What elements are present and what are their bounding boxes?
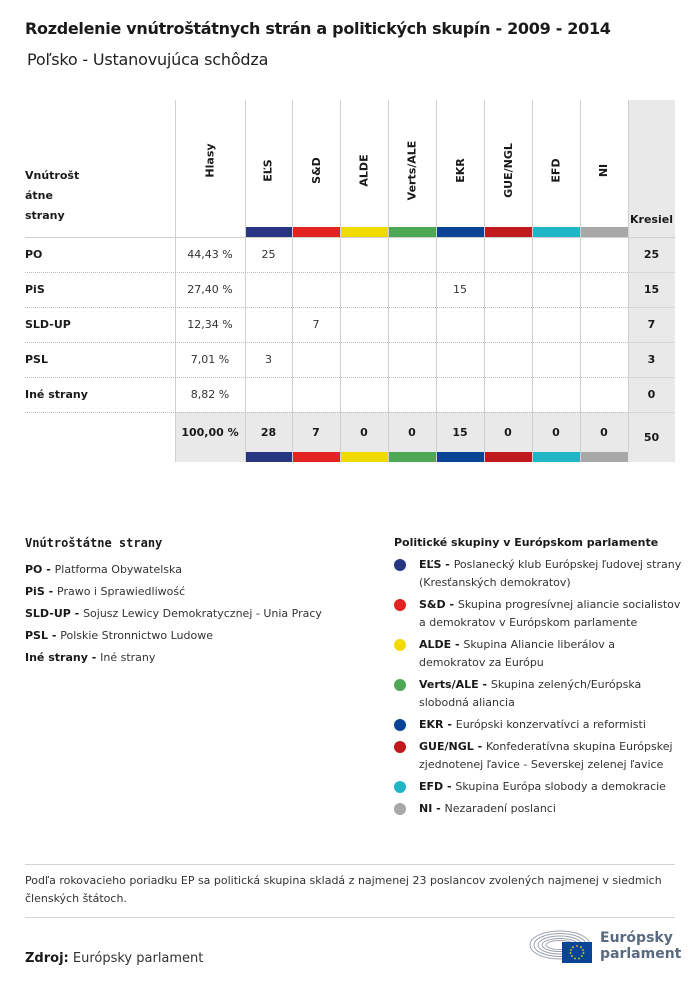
seat-cell xyxy=(484,342,532,377)
logo-text xyxy=(600,930,681,962)
legend-abbr: EFD xyxy=(419,780,444,793)
legend-item: S&D - Skupina progresívnej aliancie socialistov a demokratov v Európskom parlamente xyxy=(394,596,684,632)
party-name: SLD-UP xyxy=(25,318,71,331)
legend-name: Skupina zelených/Európska slobodná aliancia xyxy=(419,678,642,709)
color-bar-ekr xyxy=(437,452,484,462)
legend-item: ALDE - Skupina Aliancie liberálov a demokratov za Európu xyxy=(394,636,684,672)
legend-abbr: PiS xyxy=(25,585,45,598)
color-bar-epp xyxy=(246,452,292,462)
legend-abbr: GUE/NGL xyxy=(419,740,474,753)
seat-cell xyxy=(580,377,628,412)
header-line: strany xyxy=(25,209,65,222)
logo-line: Európsky xyxy=(600,930,673,946)
seat-cell xyxy=(292,272,340,307)
legend-item: PiS - Prawo i Sprawiedliwość xyxy=(25,585,186,598)
party-name: PO xyxy=(25,248,43,261)
table-row xyxy=(25,377,675,412)
seat-cell xyxy=(340,272,388,307)
legend-name: Poslanecký klub Európskej ľudovej strany (Kresťanských demokratov) xyxy=(419,558,682,589)
legend-abbr: S&D xyxy=(419,598,446,611)
seat-cell xyxy=(245,272,292,307)
group-header-alde xyxy=(340,120,388,220)
color-bar-sd xyxy=(293,227,340,237)
color-bar-gue xyxy=(485,227,532,237)
legend-abbr: Iné strany xyxy=(25,651,88,664)
total-cell: 0 xyxy=(360,425,368,439)
seat-cell xyxy=(388,272,436,307)
legend-name: Nezaradení poslanci xyxy=(444,802,556,815)
sd-color-dot-icon xyxy=(394,599,406,611)
seat-cell xyxy=(580,272,628,307)
footnote: Podľa rokovacieho poriadku EP sa politická skupina skladá z najmenej 23 poslancov zvolených najmenej v siedmich členských štátoch. xyxy=(25,874,662,905)
source-label: Zdroj: xyxy=(25,951,69,966)
table-row xyxy=(25,272,675,307)
seat-cell xyxy=(532,272,580,307)
ni-color-dot-icon xyxy=(394,803,406,815)
total-cell: 28 xyxy=(260,425,277,439)
gue-color-dot-icon xyxy=(394,741,406,753)
legend-name: Polskie Stronnictwo Ludowe xyxy=(60,629,213,642)
party-name: PSL xyxy=(25,353,48,366)
seat-cell: 7 xyxy=(312,318,320,331)
table-row xyxy=(25,237,675,272)
legend-name: Európski konzervatívci a reformisti xyxy=(455,718,646,731)
header-label: Verts/ALE xyxy=(405,140,419,200)
legend-name: Platforma Obywatelska xyxy=(54,563,182,576)
seat-cell xyxy=(245,377,292,412)
total-cell: 15 xyxy=(452,425,468,439)
party-name: Iné strany xyxy=(25,388,88,401)
header-label: ALDE xyxy=(357,153,371,187)
legend-item: Verts/ALE - Skupina zelených/Európska slobodná aliancia xyxy=(394,676,684,712)
legend-abbr: PSL xyxy=(25,629,48,642)
color-bar-verts xyxy=(389,452,436,462)
source-line xyxy=(25,951,203,966)
seat-cell xyxy=(245,307,292,342)
seats-total: 25 xyxy=(643,248,660,261)
table-row xyxy=(25,342,675,377)
legend-item: GUE/NGL - Konfederatívna skupina Európskej zjednotenej ľavice - Severskej zelenej ľavice xyxy=(394,738,684,774)
group-header-efd xyxy=(532,120,580,220)
seat-cell xyxy=(436,237,484,272)
seat-cell xyxy=(388,342,436,377)
color-bar-ni xyxy=(581,227,628,237)
legend-name: Sojusz Lewicy Demokratycznej - Unia Pracy xyxy=(83,607,322,620)
legend-name: Skupina Európa slobody a demokracie xyxy=(455,780,666,793)
parliament-hemicycle-icon xyxy=(528,928,598,966)
seat-cell xyxy=(484,307,532,342)
color-bar-efd xyxy=(533,227,580,237)
seat-cell xyxy=(340,377,388,412)
color-bar-sd xyxy=(293,452,340,462)
political-groups-legend xyxy=(394,536,684,822)
legend-abbr: Verts/ALE xyxy=(419,678,479,691)
seat-cell xyxy=(340,307,388,342)
party-name: PiS xyxy=(25,283,45,296)
seat-cell xyxy=(580,307,628,342)
header-label: EFD xyxy=(549,157,563,183)
legend-title: Vnútroštátne strany xyxy=(25,536,163,550)
seats-total: 7 xyxy=(647,318,656,331)
seat-cell xyxy=(532,237,580,272)
legend-name: Skupina progresívnej aliancie socialistov a demokratov v Európskom parlamente xyxy=(419,598,681,629)
legend-abbr: NI xyxy=(419,802,433,815)
european-parliament-logo xyxy=(528,928,682,966)
seat-cell xyxy=(292,342,340,377)
header-label: NI xyxy=(597,163,611,177)
table-row xyxy=(25,307,675,342)
votes-value: 44,43 % xyxy=(187,248,233,261)
total-cell: 0 xyxy=(408,425,416,439)
legend-name: Prawo i Sprawiedliwość xyxy=(57,585,186,598)
legend-item: NI - Nezaradení poslanci xyxy=(394,800,684,818)
legend-title: Politické skupiny v Európskom parlamente xyxy=(394,536,659,549)
legend-item: EKR - Európski konzervatívci a reformisti xyxy=(394,716,684,734)
group-header-epp xyxy=(245,120,292,220)
color-bar-epp xyxy=(246,227,292,237)
group-header-gue xyxy=(484,120,532,220)
seat-cell xyxy=(436,377,484,412)
total-cell: 0 xyxy=(600,425,608,439)
seat-cell xyxy=(532,377,580,412)
ekr-color-dot-icon xyxy=(394,719,406,731)
legend-name: Skupina Aliancie liberálov a demokratov za Európu xyxy=(419,638,616,669)
seat-cell xyxy=(340,237,388,272)
header-label: EKR xyxy=(453,157,467,183)
header-label: Hlasy xyxy=(203,142,217,178)
legend-item: EFD - Skupina Európa slobody a demokracie xyxy=(394,778,684,796)
epp-color-dot-icon xyxy=(394,559,406,571)
seat-cell xyxy=(388,377,436,412)
group-header-ekr xyxy=(436,120,484,220)
header-label: S&D xyxy=(309,156,323,184)
color-bar-efd xyxy=(533,452,580,462)
verts-color-dot-icon xyxy=(394,679,406,691)
color-bar-alde xyxy=(341,452,388,462)
legend-item: Iné strany - Iné strany xyxy=(25,651,156,664)
votes-value: 7,01 % xyxy=(190,353,230,366)
color-bar-ekr xyxy=(437,227,484,237)
seat-cell: 15 xyxy=(453,283,467,296)
seat-cell xyxy=(292,237,340,272)
votes-column-header xyxy=(175,110,245,210)
seat-cell xyxy=(580,342,628,377)
chart-title: Rozdelenie vnútroštátnych strán a politických skupín - 2009 - 2014 xyxy=(25,19,611,38)
total-seats: 50 xyxy=(643,430,660,444)
seat-cell xyxy=(388,307,436,342)
color-bar-ni xyxy=(581,452,628,462)
votes-value: 27,40 % xyxy=(187,283,233,296)
legend-item: SLD-UP - Sojusz Lewicy Demokratycznej - Unia Pracy xyxy=(25,607,322,620)
votes-value: 12,34 % xyxy=(187,318,233,331)
party-column-header xyxy=(25,166,79,226)
seat-cell xyxy=(532,342,580,377)
seat-cell: 3 xyxy=(265,353,272,366)
legend-item: PO - Platforma Obywatelska xyxy=(25,563,182,576)
total-cell: 0 xyxy=(504,425,512,439)
legend-abbr: SLD-UP xyxy=(25,607,71,620)
seats-table xyxy=(25,100,675,462)
votes-value: 8,82 % xyxy=(190,388,230,401)
total-cell: 0 xyxy=(552,425,560,439)
seat-cell xyxy=(340,342,388,377)
seat-cell xyxy=(484,272,532,307)
total-cell: 7 xyxy=(312,425,320,439)
alde-color-dot-icon xyxy=(394,639,406,651)
color-bar-alde xyxy=(341,227,388,237)
divider xyxy=(25,864,675,865)
seat-cell xyxy=(436,307,484,342)
legend-name: Konfederatívna skupina Európskej zjednotenej ľavice - Severskej zelenej ľavice xyxy=(419,740,673,771)
legend-item: PSL - Polskie Stronnictwo Ludowe xyxy=(25,629,213,642)
legend-abbr: PO xyxy=(25,563,43,576)
seat-cell xyxy=(532,307,580,342)
legend-abbr: ALDE xyxy=(419,638,452,651)
seat-cell xyxy=(292,377,340,412)
logo-line: parlament xyxy=(600,946,682,962)
seat-cell xyxy=(388,237,436,272)
seats-total: 15 xyxy=(643,283,660,296)
seats-total: 0 xyxy=(647,388,656,401)
header-line: átne xyxy=(25,189,53,202)
chart-subtitle: Poľsko - Ustanovujúca schôdza xyxy=(27,50,269,69)
color-bar-verts xyxy=(389,227,436,237)
total-votes: 100,00 % xyxy=(181,425,239,439)
group-header-ni xyxy=(580,120,628,220)
legend-name: Iné strany xyxy=(100,651,156,664)
seats-total: 3 xyxy=(647,353,656,366)
seat-cell xyxy=(436,342,484,377)
header-label: GUE/NGL xyxy=(501,142,515,198)
color-bar-gue xyxy=(485,452,532,462)
divider xyxy=(25,917,675,918)
seat-cell: 25 xyxy=(261,248,276,261)
group-header-verts xyxy=(388,120,436,220)
source-value: Európsky parlament xyxy=(72,951,204,966)
legend-abbr: EĽS xyxy=(419,558,442,571)
efd-color-dot-icon xyxy=(394,781,406,793)
legend-item: EĽS - Poslanecký klub Európskej ľudovej strany (Kresťanských demokratov) xyxy=(394,556,684,592)
header-label: EĽS xyxy=(261,158,275,182)
legend-abbr: EKR xyxy=(419,718,444,731)
seat-cell xyxy=(484,237,532,272)
seats-column-header: Kresiel xyxy=(630,213,673,226)
seat-cell xyxy=(580,237,628,272)
group-header-sd xyxy=(292,120,340,220)
seat-cell xyxy=(484,377,532,412)
national-parties-legend xyxy=(25,536,365,669)
header-line: Vnútrošt xyxy=(25,169,80,182)
